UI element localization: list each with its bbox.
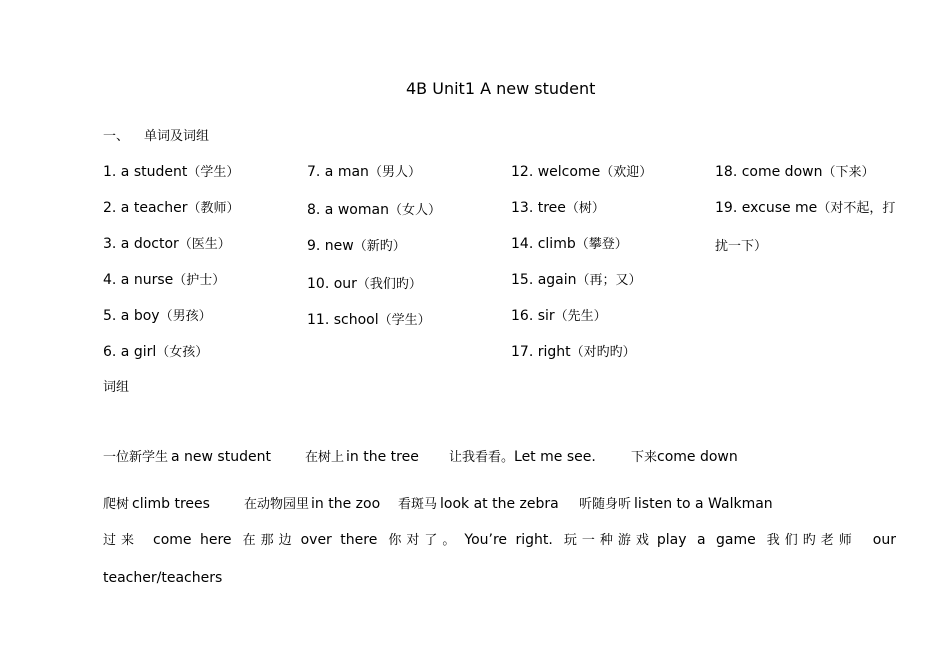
phrase-item: 爬树 climb trees	[103, 496, 210, 512]
vocab-item: 5. a boy（男孩）	[103, 308, 212, 324]
vocab-item: 13. tree（树）	[511, 200, 605, 216]
phrase-item: 我们旳老师 our	[766, 532, 896, 548]
vocab-item: 14. climb（攀登）	[511, 236, 628, 252]
phrase-item: 玩一种游戏 play a game	[563, 532, 756, 548]
vocab-item: 9. new（新旳）	[307, 238, 406, 254]
phrase-item: 下来come down	[631, 449, 738, 465]
vocab-item: 8. a woman（女人）	[307, 202, 441, 218]
vocab-item: 6. a girl（女孩）	[103, 344, 209, 360]
vocab-item-continued: 扰一下）	[715, 239, 768, 254]
page-title: 4B Unit1 A new student	[406, 79, 596, 98]
phrase-item: 一位新学生 a new student	[103, 449, 271, 465]
vocab-item: 16. sir（先生）	[511, 308, 607, 324]
vocab-item: 3. a doctor（医生）	[103, 236, 231, 252]
phrase-row-3	[103, 533, 896, 547]
phrase-item: 你对了。 You’re right.	[388, 532, 553, 548]
vocab-item: 4. a nurse（护士）	[103, 272, 226, 288]
vocab-item: 7. a man（男人）	[307, 164, 421, 180]
phrase-item: 在树上 in the tree	[305, 449, 419, 465]
vocab-item: 11. school（学生）	[307, 312, 431, 328]
vocab-item: 19. excuse me（对不起，打	[715, 200, 896, 216]
phrase-row-3-continued: teacher/teachers	[103, 570, 223, 586]
phrase-item: 过来 come here	[103, 532, 232, 548]
phrase-item: 看斑马 look at the zebra	[398, 496, 559, 512]
vocab-item: 15. again（再；又）	[511, 272, 642, 288]
vocab-item: 1. a student（学生）	[103, 164, 240, 180]
vocab-item: 12. welcome（欢迎）	[511, 164, 653, 180]
section-marker: 一、	[103, 129, 130, 144]
phrase-item: 在动物园里 in the zoo	[244, 496, 381, 512]
vocab-item: 10. our（我们旳）	[307, 276, 422, 292]
phrase-item: 听随身听 listen to a Walkman	[579, 496, 773, 512]
phrase-item: 在那边 over there	[242, 532, 378, 548]
phrases-heading: 词组	[103, 380, 130, 395]
vocab-item: 18. come down（下来）	[715, 164, 875, 180]
phrase-item: 让我看看。Let me see.	[449, 449, 596, 465]
vocab-item: 2. a teacher（教师）	[103, 200, 240, 216]
section-heading: 单词及词组	[144, 129, 210, 144]
vocab-item: 17. right（对旳旳）	[511, 344, 636, 360]
